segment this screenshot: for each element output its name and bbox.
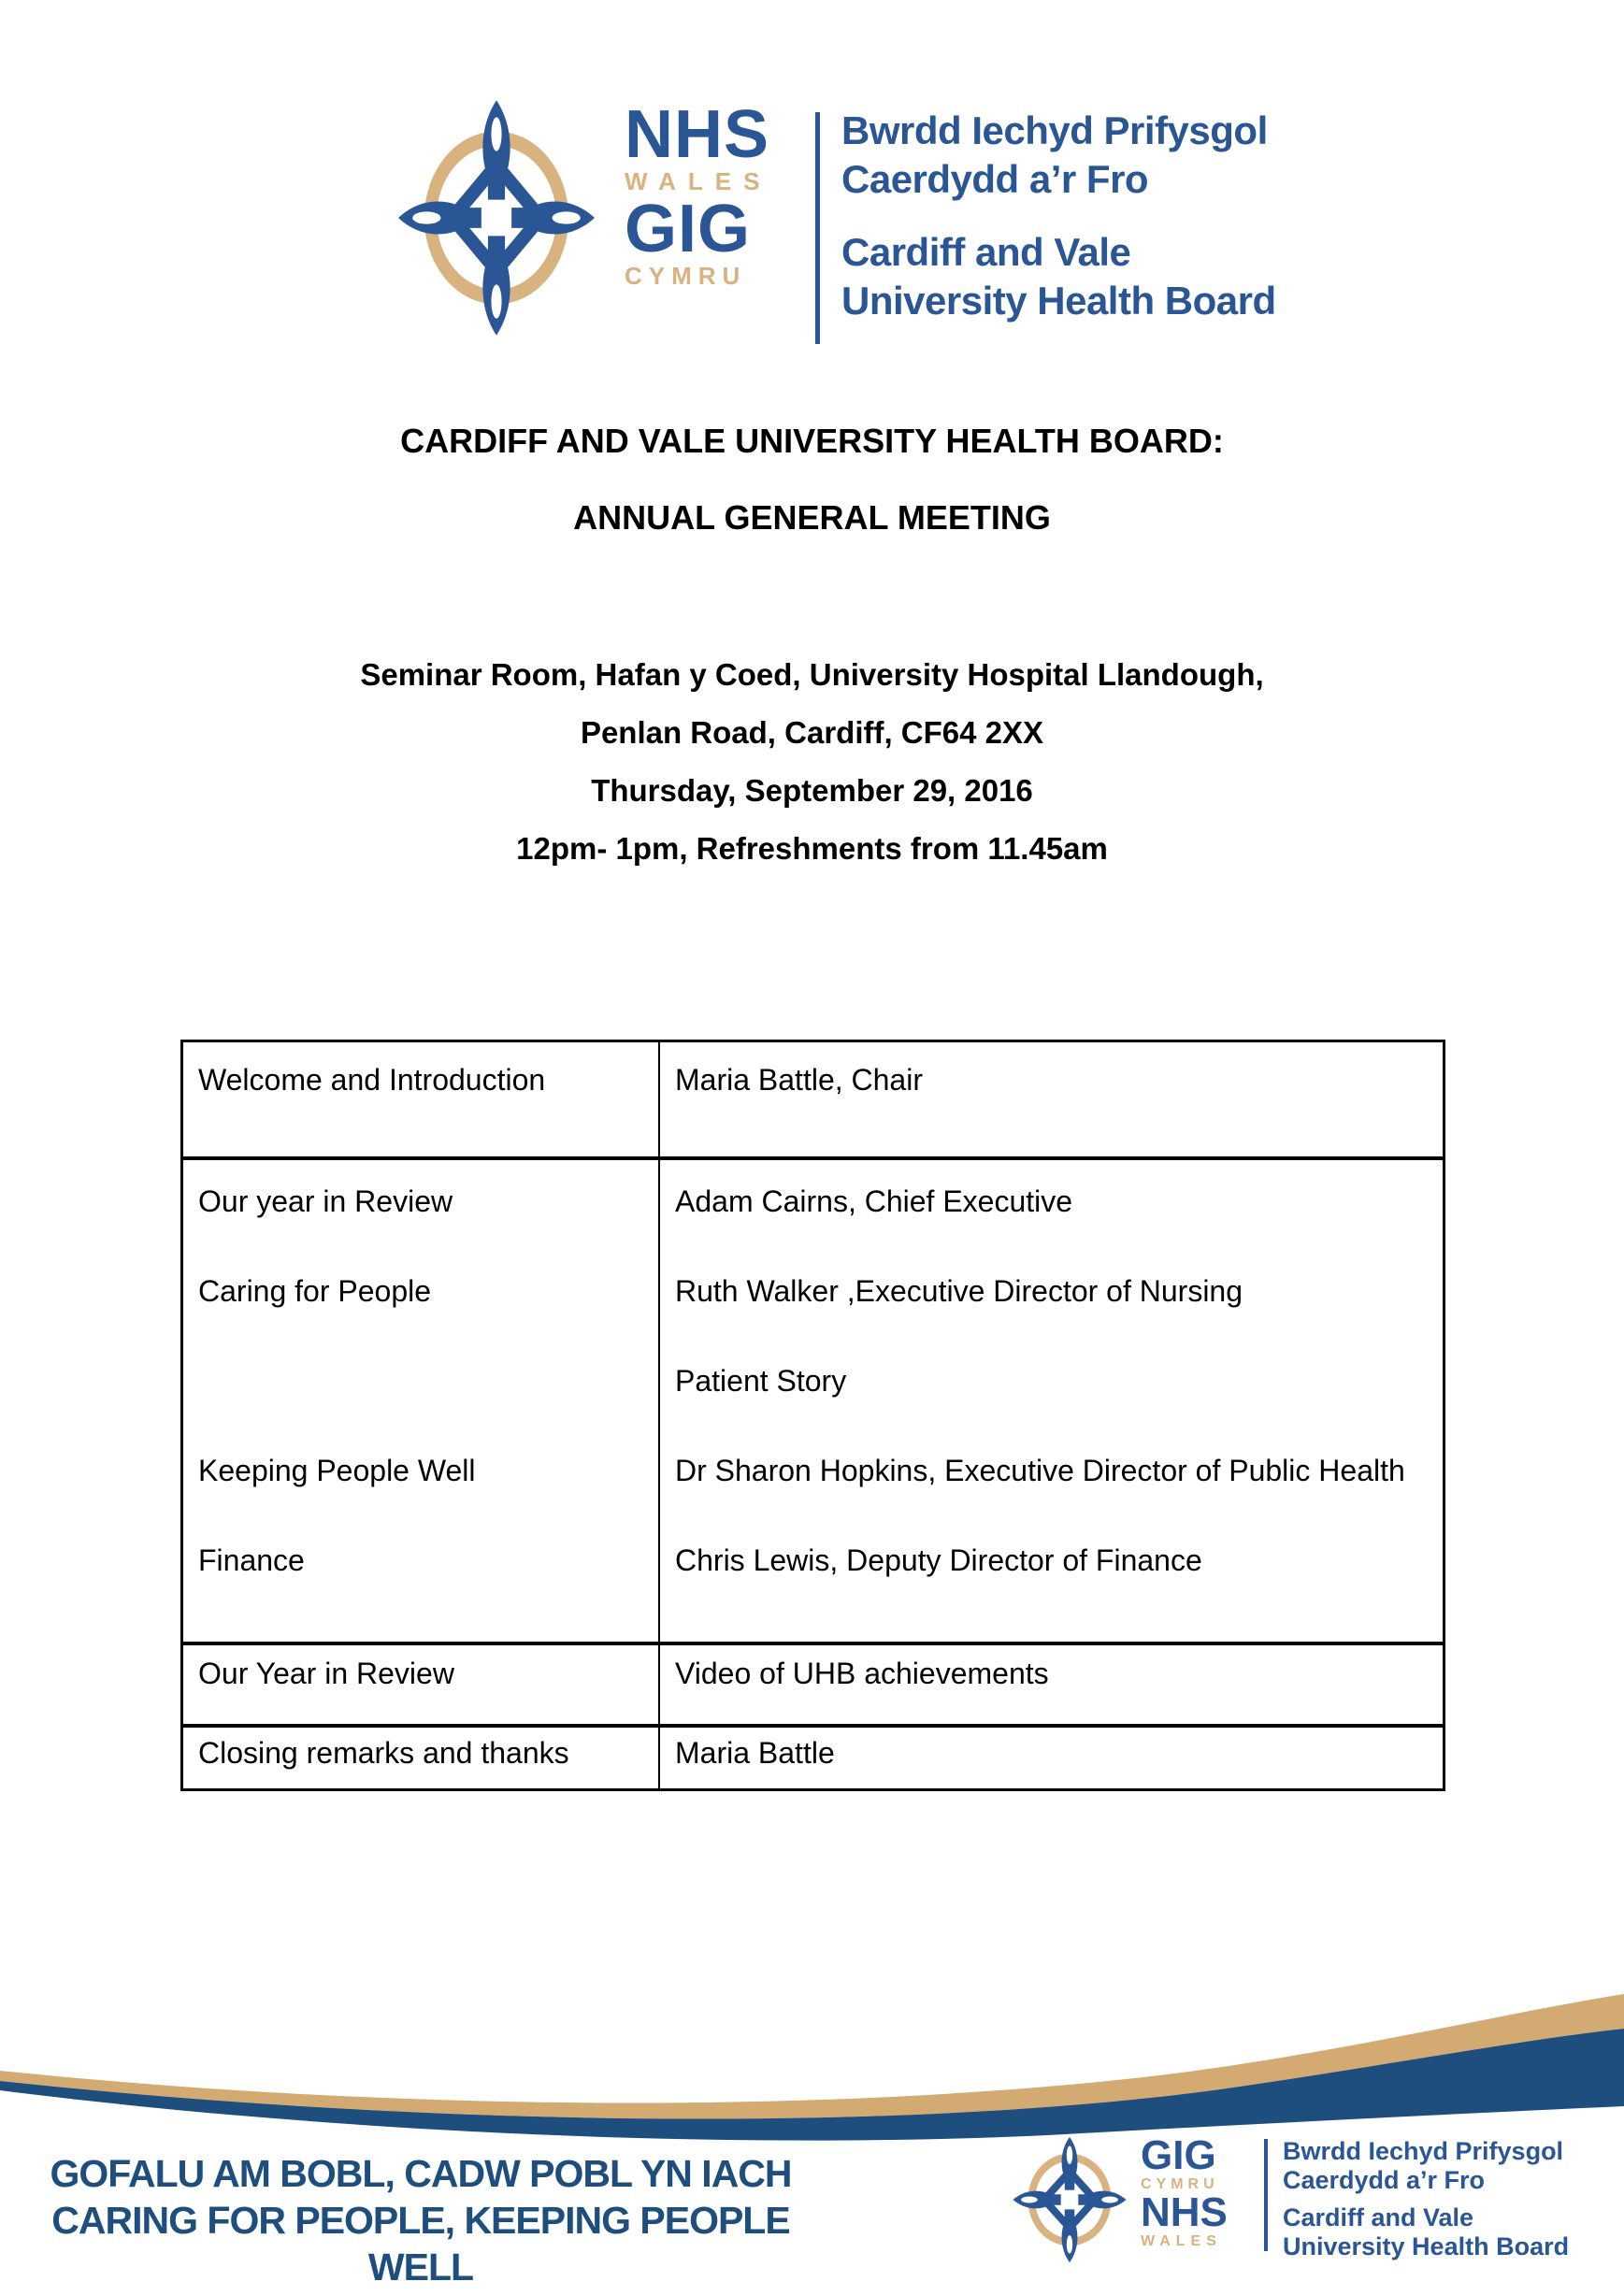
org-name-block	[841, 107, 1276, 325]
nhs-wales-wordmark	[625, 97, 821, 294]
table-row	[182, 1158, 1444, 1643]
org-welsh-line1: Bwrdd Iechyd Prifysgol	[841, 108, 1268, 152]
title-line2: ANNUAL GENERAL MEETING	[573, 498, 1051, 537]
nhs-wales-wordmark	[1141, 2132, 1262, 2251]
org-welsh-line2: Caerdydd a’r Fro	[1283, 2166, 1486, 2194]
agenda-presenter-cell	[659, 1158, 1444, 1643]
table-row	[182, 1726, 1444, 1790]
footer-logo	[1010, 2130, 1589, 2279]
agenda-item-line	[198, 1364, 649, 1454]
agenda-item-line: Finance	[198, 1543, 305, 1577]
slogan-english: CARING FOR PEOPLE, KEEPING PEOPLE WELL	[51, 2199, 790, 2289]
logo-word-cymru: CYMRU	[1141, 2176, 1219, 2192]
document-title	[0, 423, 1624, 537]
org-name-block	[1283, 2137, 1569, 2261]
table-row	[182, 1643, 1444, 1726]
agenda-item-cell: Welcome and Introduction	[182, 1041, 660, 1159]
agenda-presenter-line: Adam Cairns, Chief Executive	[675, 1184, 1073, 1218]
event-venue-line1: Seminar Room, Hafan y Coed, University Hospital Llandough,	[360, 657, 1264, 692]
org-english-line2: University Health Board	[1283, 2232, 1570, 2260]
agenda-table	[180, 1040, 1445, 1791]
org-welsh-line2: Caerdydd a’r Fro	[841, 157, 1149, 201]
agenda-presenter-line: Dr Sharon Hopkins, Executive Director of Public Health	[675, 1454, 1405, 1487]
org-welsh-line1: Bwrdd Iechyd Prifysgol	[1283, 2137, 1564, 2165]
agenda-item-cell	[182, 1158, 660, 1643]
agenda-item-cell: Our Year in Review	[182, 1643, 660, 1726]
title-line1: CARDIFF AND VALE UNIVERSITY HEALTH BOARD:	[400, 422, 1224, 460]
agenda-presenter-cell: Maria Battle, Chair	[659, 1041, 1444, 1159]
logo-word-gig: GIG	[625, 192, 752, 266]
agenda-item-line: Caring for People	[198, 1274, 432, 1308]
nhs-wales-knot-icon	[393, 93, 600, 342]
event-venue-line2: Penlan Road, Cardiff, CF64 2XX	[580, 715, 1044, 750]
agenda-item-cell: Closing remarks and thanks	[182, 1726, 660, 1790]
org-english-line1: Cardiff and Vale	[841, 230, 1131, 274]
agenda-presenter-line: Ruth Walker ,Executive Director of Nursing	[675, 1274, 1243, 1308]
org-english-line2: University Health Board	[841, 279, 1276, 323]
logo-word-nhs: NHS	[1141, 2189, 1228, 2235]
agenda-presenter-cell: Maria Battle	[659, 1726, 1444, 1790]
event-time: 12pm- 1pm, Refreshments from 11.45am	[516, 831, 1108, 866]
event-details	[0, 658, 1624, 890]
agenda-item-line: Our year in Review	[198, 1184, 453, 1218]
nhs-wales-knot-icon	[1010, 2133, 1129, 2266]
agenda-presenter-line: Chris Lewis, Deputy Director of Finance	[675, 1543, 1202, 1577]
event-date: Thursday, September 29, 2016	[591, 773, 1033, 808]
logo-word-nhs: NHS	[625, 97, 770, 172]
logo-divider	[815, 112, 820, 344]
logo-word-cymru: CYMRU	[625, 262, 747, 290]
logo-word-wales: WALES	[1141, 2233, 1222, 2249]
footer-slogan	[19, 2150, 823, 2290]
agenda-presenter-cell: Video of UHB achievements	[659, 1643, 1444, 1726]
logo-divider	[1264, 2139, 1268, 2251]
agenda-item-line: Keeping People Well	[198, 1454, 476, 1487]
logo-word-gig: GIG	[1141, 2132, 1216, 2178]
header-logo	[393, 92, 1328, 358]
org-english-line1: Cardiff and Vale	[1283, 2203, 1474, 2231]
logo-word-wales: WALES	[625, 167, 772, 195]
agenda-presenter-line: Patient Story	[675, 1364, 847, 1398]
table-row	[182, 1041, 1444, 1159]
slogan-welsh: GOFALU AM BOBL, CADW POBL YN IACH	[50, 2152, 792, 2195]
